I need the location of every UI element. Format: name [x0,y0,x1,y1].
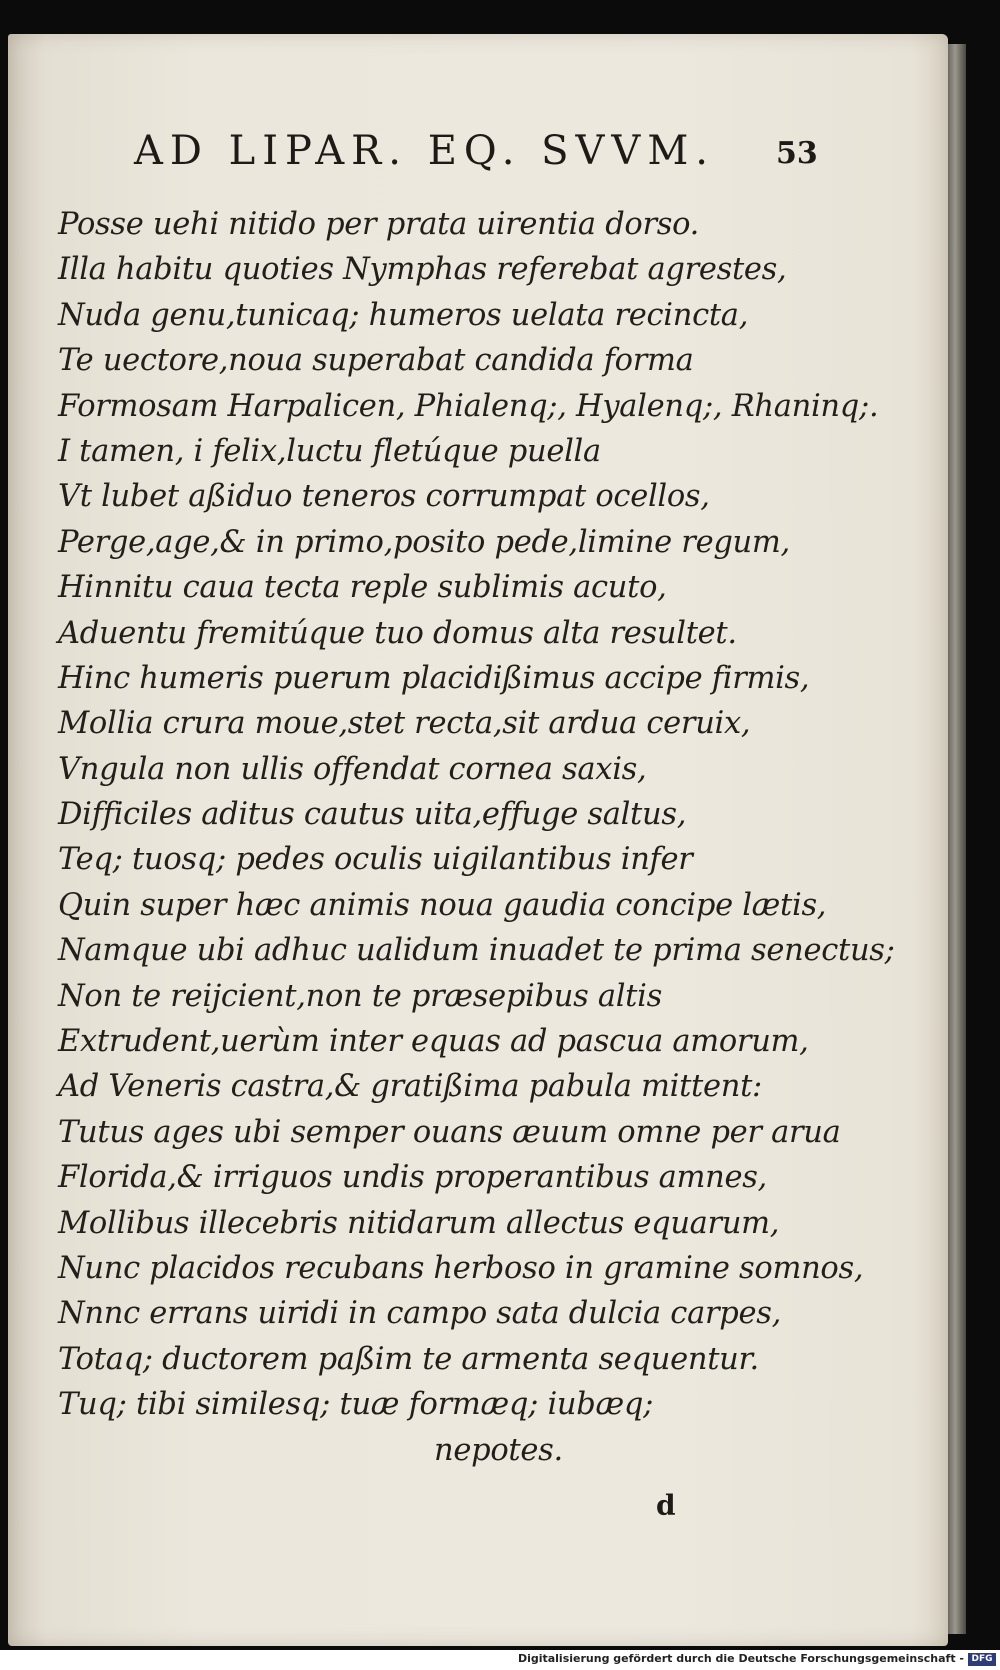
page-number: 53 [776,136,818,171]
running-title: AD LIPAR. EQ. SVVM. [134,128,715,174]
verse-line: Aduentu fremitúque tuo domus alta resultet. [58,615,737,651]
verse-line: Vt lubet aßiduo teneros corrumpat ocellos, [58,479,710,515]
verse-line: Difficiles aditus cautus uita,effuge saltus, [58,797,687,833]
page-header [8,118,948,188]
book-page [8,34,948,1646]
footer-bar [0,1650,1000,1670]
verse-line: Ad Veneris castra,& gratißima pabula mittent: [58,1069,763,1105]
verse-text [58,202,895,1473]
verse-line: Formosam Harpalicen, Phialenq;, Hyalenq;, Rhaninq;. [58,388,879,424]
verse-line: Totaq; ductorem paßim te armenta sequentur. [58,1341,759,1377]
verse-line: Florida,& irriguos undis properantibus amnes, [58,1160,767,1196]
verse-line: Nuda genu,tunicaq; humeros uelata recincta, [58,297,749,333]
verse-line: Vngula non ullis offendat cornea saxis, [58,751,647,787]
verse-line: I tamen, i felix,luctu fletúque puella [58,433,601,469]
verse-line: Mollibus illecebris nitidarum allectus equarum, [58,1205,780,1241]
verse-line: Perge,age,& in primo,posito pede,limine regum, [58,524,790,560]
page-edge [948,44,966,1634]
dfg-logo-icon: DFG [968,1653,996,1666]
verse-line: nepotes. [434,1432,563,1468]
verse-line: Mollia crura moue,stet recta,sit ardua ceruix, [58,706,751,742]
verse-line: Te uectore,noua superabat candida forma [58,343,694,379]
verse-line: Illa habitu quoties Nymphas referebat agrestes, [58,252,787,288]
verse-line: Teq; tuosq; pedes oculis uigilantibus infer [58,842,693,878]
verse-line: Nnnc errans uiridi in campo sata dulcia carpes, [58,1296,781,1332]
verse-line: Quin super hæc animis noua gaudia concipe lætis, [58,887,827,923]
verse-line: Non te reijcient,non te præsepibus altis [58,978,662,1014]
verse-line: Namque ubi adhuc ualidum inuadet te prima senectus; [58,933,895,969]
verse-line: Tutus ages ubi semper ouans æuum omne per arua [58,1114,841,1150]
verse-line: Extrudent,uerùm inter equas ad pascua amorum, [58,1024,809,1060]
verse-line: Posse uehi nitido per prata uirentia dorso. [58,207,700,242]
verse-line: Hinc humeris puerum placidißimus accipe firmis, [58,660,810,696]
catchword: d [656,1489,676,1522]
verse-line: Hinnitu caua tecta reple sublimis acuto, [58,570,667,606]
verse-line: Nunc placidos recubans herboso in gramine somnos, [58,1250,864,1286]
funding-credit: Digitalisierung gefördert durch die Deutsche Forschungsgemeinschaft - [517,1652,964,1665]
verse-line: Tuq; tibi similesq; tuæ formæq; iubæq; [58,1387,654,1423]
